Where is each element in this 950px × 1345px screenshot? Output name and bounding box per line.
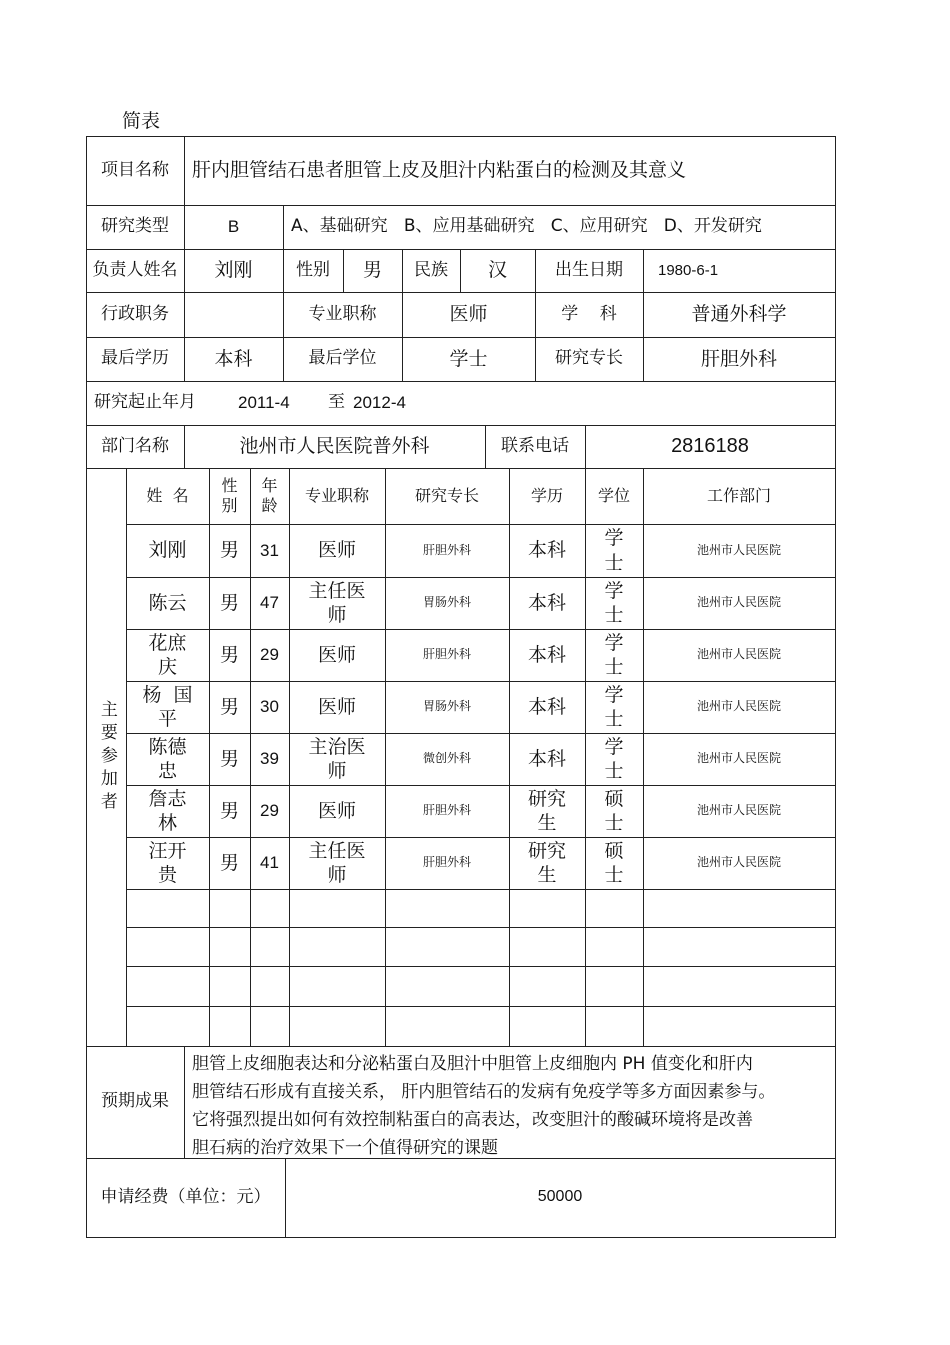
participant-name: 刘刚 — [148, 539, 187, 562]
participant-gender: 男 — [219, 799, 239, 822]
participant-degree: 硕 士 — [604, 839, 624, 886]
header-gender: 性 别 — [221, 475, 238, 515]
participant-specialty: 肝胆外科 — [422, 855, 471, 870]
participant-title: 医师 — [317, 643, 356, 666]
participant-workplace: 池州市人民医院 — [696, 542, 781, 557]
funding-label: 申请经费（单位：元） — [100, 1186, 271, 1207]
leader-ethnicity-label: 民族 — [414, 259, 448, 280]
participant-name: 詹志 林 — [148, 787, 187, 834]
subject-label: 学 科 — [561, 303, 617, 324]
participant-specialty: 肝胆外科 — [422, 647, 471, 662]
participant-name: 陈云 — [148, 591, 187, 614]
period-start: 2011-4 — [238, 393, 290, 413]
period-to: 至 — [328, 392, 345, 413]
leader-birth-value: 1980-6-1 — [658, 261, 719, 279]
research-specialty-label: 研究专长 — [555, 348, 623, 369]
period-label: 研究起止年月 — [94, 392, 196, 413]
leader-gender-value: 男 — [362, 259, 382, 282]
participant-name: 汪开 贵 — [148, 839, 187, 886]
participant-title: 主治医 师 — [308, 735, 366, 782]
participant-workplace: 池州市人民医院 — [696, 751, 781, 766]
participant-title: 主任医 师 — [308, 839, 366, 886]
participant-age: 31 — [260, 540, 279, 560]
period-end: 2012-4 — [353, 393, 406, 413]
research-type-label: 研究类型 — [101, 216, 169, 237]
last-education-label: 最后学历 — [101, 348, 169, 369]
participant-degree: 学 士 — [604, 527, 624, 574]
outcome-label: 预期成果 — [101, 1091, 169, 1112]
phone-value: 2816188 — [671, 434, 749, 457]
participant-age: 29 — [260, 645, 279, 665]
participant-gender: 男 — [219, 851, 239, 874]
participant-degree: 学 士 — [604, 631, 624, 678]
participant-specialty: 肝胆外科 — [422, 803, 471, 818]
participant-workplace: 池州市人民医院 — [696, 595, 781, 610]
participant-gender: 男 — [219, 747, 239, 770]
project-name-value: 肝内胆管结石患者胆管上皮及胆汁内粘蛋白的检测及其意义 — [192, 159, 687, 182]
last-degree-value: 学士 — [449, 347, 488, 370]
project-name-label: 项目名称 — [101, 159, 169, 180]
participant-age: 41 — [260, 853, 279, 873]
last-degree-label: 最后学位 — [308, 348, 377, 369]
participant-degree: 学 士 — [604, 683, 624, 730]
participant-gender: 男 — [219, 539, 239, 562]
leader-name-value: 刘刚 — [214, 259, 253, 282]
research-specialty-value: 肝胆外科 — [700, 347, 777, 370]
department-value: 池州市人民医院普外科 — [239, 435, 430, 458]
header-workplace: 工作部门 — [706, 485, 771, 505]
participant-workplace: 池州市人民医院 — [696, 647, 781, 662]
participant-age: 47 — [260, 593, 279, 613]
participant-age: 39 — [260, 749, 279, 769]
leader-birth-label: 出生日期 — [555, 259, 623, 280]
participant-education: 本科 — [527, 643, 566, 666]
participant-workplace: 池州市人民医院 — [696, 855, 781, 870]
research-type-options: A、基础研究 B、应用基础研究 C、应用研究 D、开发研究 — [291, 216, 762, 237]
participant-specialty: 肝胆外科 — [422, 542, 471, 557]
participant-specialty: 微创外科 — [422, 751, 471, 766]
participant-title: 主任医 师 — [308, 579, 366, 626]
header-degree: 学位 — [597, 485, 630, 505]
participants-section-label: 主要参加者 — [96, 699, 117, 815]
participant-degree: 学 士 — [604, 735, 624, 782]
participant-age: 30 — [260, 697, 279, 717]
phone-label: 联系电话 — [501, 435, 569, 456]
participant-education: 本科 — [527, 695, 566, 718]
participant-gender: 男 — [219, 695, 239, 718]
participant-education: 本科 — [527, 747, 566, 770]
participant-title: 医师 — [317, 695, 356, 718]
participant-name: 杨 国 平 — [142, 683, 193, 730]
participant-title: 医师 — [317, 799, 356, 822]
professional-title-label: 专业职称 — [308, 303, 377, 324]
participant-specialty: 胃肠外科 — [422, 595, 471, 610]
leader-ethnicity-value: 汉 — [487, 259, 507, 282]
participant-workplace: 池州市人民医院 — [696, 699, 781, 714]
participant-gender: 男 — [219, 591, 239, 614]
participant-education: 研究 生 — [527, 787, 566, 834]
department-label: 部门名称 — [101, 435, 169, 456]
admin-duty-value — [184, 292, 283, 337]
participant-degree: 学 士 — [604, 579, 624, 626]
funding-value: 50000 — [537, 1188, 583, 1206]
participant-education: 研究 生 — [527, 839, 566, 886]
participant-gender: 男 — [219, 643, 239, 666]
outcome-text: 胆管上皮细胞表达和分泌粘蛋白及胆汁中胆管上皮细胞内 PH 值变化和肝内 胆管结石形成有直接关系， 肝内胆管结石的发病有免疫学等多方面因素参与。 它将强烈提出如何有效控制粘蛋白的高表达，改变胆汁的酸碱环境将是改善 胆石病的治疗效果下一个值得研究的课题 — [192, 1054, 776, 1158]
participant-title: 医师 — [317, 539, 356, 562]
header-education: 学历 — [530, 485, 563, 505]
participant-education: 本科 — [527, 591, 566, 614]
header-specialty: 研究专长 — [414, 485, 479, 505]
professional-title-value: 医师 — [449, 303, 488, 326]
participant-name: 花庶 庆 — [148, 631, 187, 678]
participant-age: 29 — [260, 801, 279, 821]
header-age: 年 龄 — [261, 475, 278, 515]
subject-value: 普通外科学 — [691, 303, 787, 326]
header-title: 专业职称 — [304, 485, 369, 505]
research-type-value: B — [227, 217, 240, 237]
header-name: 姓 名 — [146, 485, 189, 505]
last-education-value: 本科 — [214, 347, 253, 370]
leader-gender-label: 性别 — [296, 259, 330, 280]
participant-workplace: 池州市人民医院 — [696, 803, 781, 818]
participant-degree: 硕 士 — [604, 787, 624, 834]
participant-name: 陈德 忠 — [148, 735, 187, 782]
admin-duty-label: 行政职务 — [101, 303, 169, 324]
form-heading: 简表 — [122, 110, 161, 132]
participant-education: 本科 — [527, 539, 566, 562]
leader-name-label: 负责人姓名 — [92, 259, 178, 280]
participant-specialty: 胃肠外科 — [422, 699, 471, 714]
